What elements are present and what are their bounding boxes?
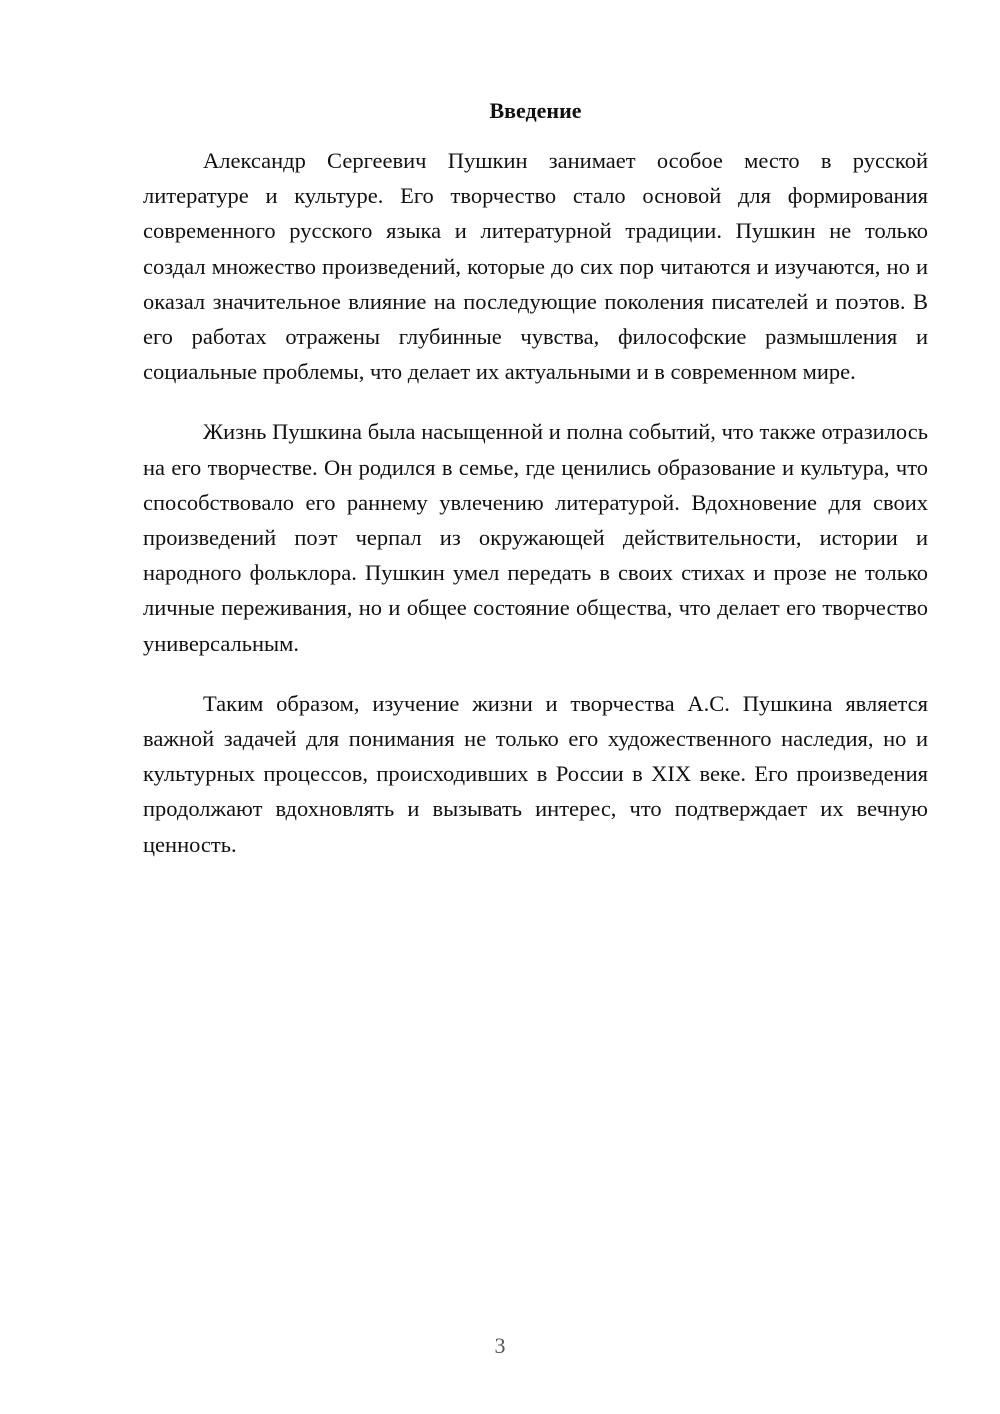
body-text bbox=[143, 143, 928, 887]
paragraph-3: Таким образом, изучение жизни и творчества А.С. Пушкина является важной задачей для понимания не только его художественного наследия, но и культурных процессов, происходивших в России в XIX веке. Его произведения продолжают вдохновлять и вызывать интерес, что подтверждает их вечную ценность. bbox=[143, 690, 928, 857]
page-number: 3 bbox=[494, 1333, 506, 1358]
section-heading: Введение bbox=[489, 98, 582, 123]
paragraph-2: Жизнь Пушкина была насыщенной и полна событий, что также отразилось на его творчестве. Он родился в семье, где ценились образование и культура, что способствовало его раннему увлечению литературой. Вдохновение для своих произведений поэт черпал из окружающей действительности, истории и народного фольклора. Пушкин умел передать в своих стихах и прозе не только личные переживания, но и общее состояние общества, что делает его творчество универсальным. bbox=[143, 419, 928, 656]
paragraph-1: Александр Сергеевич Пушкин занимает особое место в русской литературе и культуре. Его творчество стало основой для формирования современного русского языка и литературной традиции. Пушкин не только создал множество произведений, которые до сих пор читаются и изучаются, но и оказал значительное влияние на последующие поколения писателей и поэтов. В его работах отражены глубинные чувства, философские размышления и социальные проблемы, что делает их актуальными и в современном мире. bbox=[143, 148, 928, 385]
